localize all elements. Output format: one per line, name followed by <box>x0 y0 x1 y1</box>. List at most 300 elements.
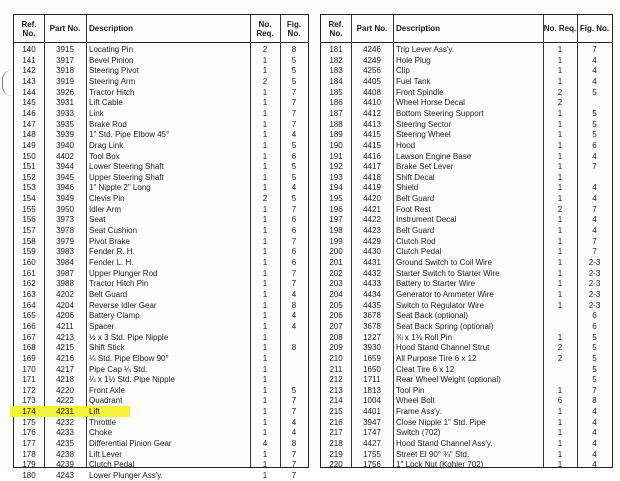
header-no-req-label: No. Req. <box>256 19 274 38</box>
part-no-cell: 4256 <box>363 66 381 76</box>
no-req-cell: 1 <box>262 98 268 108</box>
header-ref-no <box>14 15 44 42</box>
fig-no-cell <box>280 374 308 385</box>
no-req-cell: 1 <box>557 162 563 172</box>
no-req-cell: 1 <box>262 460 268 470</box>
no-req-cell: 1 <box>557 407 563 417</box>
ref-no-cell: 198 <box>329 226 343 236</box>
table-row <box>321 321 612 332</box>
ref-no-cell: 213 <box>329 385 343 395</box>
part-no-cell: 4238 <box>56 449 74 459</box>
header-part-no <box>44 15 86 42</box>
no-req-cell: 1 <box>262 140 268 150</box>
description-cell: Wheel Horse Decal <box>396 98 465 108</box>
ref-no-cell: 202 <box>329 268 343 278</box>
no-req-cell: 1 <box>262 417 268 427</box>
fig-no-cell: 4 <box>592 76 597 86</box>
description-cell: Link <box>89 108 104 118</box>
table-row <box>14 438 308 449</box>
part-no-cell: 3915 <box>56 45 74 54</box>
table-row <box>14 236 308 247</box>
ref-no-cell: 142 <box>22 66 36 76</box>
part-no-cell: 4213 <box>56 332 74 342</box>
ref-no-cell: 146 <box>22 108 36 118</box>
ref-no-cell: 187 <box>329 108 343 118</box>
description-cell: Belt Guard <box>396 226 435 236</box>
table-row <box>14 374 308 385</box>
no-req-cell: 1 <box>262 172 268 182</box>
part-no-cell: 3940 <box>56 140 74 150</box>
no-req-cell: 1 <box>262 343 268 353</box>
description-cell: Clip <box>396 66 410 76</box>
header-no-req <box>250 15 280 42</box>
description-cell: Foot Rest <box>396 204 431 214</box>
ref-no-cell: 200 <box>329 247 343 257</box>
part-no-cell: 1650 <box>363 364 381 374</box>
no-req-cell: 1 <box>557 449 563 459</box>
fig-no-cell: 2-3 <box>588 268 601 278</box>
description-cell: Throttle <box>89 417 117 427</box>
part-no-cell: 4217 <box>56 364 74 374</box>
part-no-cell: 4216 <box>56 353 74 363</box>
fig-no-cell: 5 <box>291 162 297 172</box>
no-req-cell: 1 <box>557 268 563 278</box>
description-cell: Quadrant <box>89 396 123 406</box>
part-no-cell: 4249 <box>363 55 381 65</box>
table-row <box>321 342 612 353</box>
fig-no-cell: 5 <box>291 194 297 204</box>
table-row <box>321 246 612 257</box>
ref-no-cell: 161 <box>22 268 36 278</box>
fig-no-cell: 6 <box>592 311 597 321</box>
fig-no-cell: 7 <box>291 108 297 118</box>
part-no-cell: 4415 <box>363 130 381 140</box>
ref-no-cell: 197 <box>329 215 343 225</box>
no-req-cell <box>543 374 577 385</box>
part-no-cell: 4422 <box>363 215 381 225</box>
no-req-cell: 1 <box>557 247 563 257</box>
table-row <box>14 406 308 417</box>
description-cell: Steering Arm <box>89 76 136 86</box>
part-no-cell: 1227 <box>363 332 381 342</box>
part-no-cell: 4416 <box>363 151 381 161</box>
header-description <box>86 15 250 42</box>
no-req-cell: 1 <box>262 108 268 118</box>
fig-no-cell: 5 <box>592 87 597 97</box>
description-cell: Street El 90° ¾" Std. <box>396 449 470 459</box>
table-row <box>14 55 308 66</box>
ref-no-cell: 171 <box>22 375 36 385</box>
no-req-cell: 1 <box>262 247 268 257</box>
header-ref-no-label: Ref. No. <box>328 19 344 38</box>
fig-no-cell: 2-3 <box>588 258 601 267</box>
header-ref-no <box>321 15 351 42</box>
table-row <box>321 236 612 247</box>
ref-no-cell: 175 <box>22 417 36 427</box>
no-req-cell: 1 <box>262 353 268 363</box>
table-row <box>321 332 612 343</box>
fig-no-cell: 5 <box>291 66 297 76</box>
part-no-cell: 3979 <box>56 236 74 246</box>
part-no-cell: 3983 <box>56 247 74 257</box>
table-row <box>321 364 612 375</box>
description-cell: Bottom Steering Support <box>396 108 484 118</box>
ref-no-cell: 179 <box>22 460 36 470</box>
table-row <box>14 289 308 300</box>
part-no-cell: 4420 <box>363 194 381 204</box>
description-cell: Choke <box>89 428 113 438</box>
description-cell: Lawson Engine Base <box>396 151 472 161</box>
part-no-cell: 3930 <box>363 343 381 353</box>
description-cell: ¼ x 1½ Std. Pipe Nipple <box>89 375 175 385</box>
table-row <box>321 161 612 172</box>
ref-no-cell: 216 <box>329 417 343 427</box>
fig-no-cell: 7 <box>291 449 297 459</box>
fig-no-cell: 2-3 <box>588 300 601 310</box>
ref-no-cell: 207 <box>329 321 343 331</box>
description-cell: Ground Switch to Coil Wire <box>396 258 493 267</box>
description-cell: Clutch Pedal <box>89 460 135 470</box>
description-cell: Tool Box <box>89 151 120 161</box>
part-no-cell: 4202 <box>56 289 74 299</box>
ref-no-cell: 199 <box>329 236 343 246</box>
table-row <box>14 459 308 470</box>
table-row <box>321 300 612 311</box>
part-no-cell: 3946 <box>56 183 74 193</box>
fig-no-cell <box>280 353 308 364</box>
description-cell: Tractor Hitch Pin <box>89 279 149 289</box>
table-row <box>14 108 308 119</box>
part-no-cell: 4243 <box>56 471 74 480</box>
part-no-cell: 4233 <box>56 428 74 438</box>
fig-no-cell: 5 <box>592 353 597 363</box>
fig-no-cell <box>280 332 308 343</box>
fig-no-cell: 7 <box>291 87 297 97</box>
ref-no-cell: 184 <box>329 76 343 86</box>
fig-no-cell: 7 <box>291 471 297 480</box>
part-no-cell: 3973 <box>56 215 74 225</box>
table-row <box>14 214 308 225</box>
part-no-cell: 4401 <box>363 407 381 417</box>
fig-no-cell: 4 <box>291 289 297 299</box>
table-row <box>321 225 612 236</box>
no-req-cell: 1 <box>557 236 563 246</box>
ref-no-cell: 165 <box>22 311 36 321</box>
ref-no-cell: 155 <box>22 204 36 214</box>
description-cell: Steering Wheel <box>396 130 451 140</box>
description-cell: Idler Arm <box>89 204 122 214</box>
part-no-cell: 3984 <box>56 258 74 267</box>
description-cell: Steering Sector <box>396 119 452 129</box>
no-req-cell: 1 <box>557 119 563 129</box>
header-no-req <box>543 15 577 42</box>
table-row <box>321 289 612 300</box>
table-row <box>321 55 612 66</box>
fig-no-cell: 5 <box>291 140 297 150</box>
description-cell: Lift <box>89 407 100 417</box>
table-row <box>321 268 612 279</box>
ref-no-cell: 162 <box>22 279 36 289</box>
fig-no-cell: 7 <box>592 236 597 246</box>
description-cell: Front Spindle <box>396 87 444 97</box>
part-no-cell: 4434 <box>363 289 381 299</box>
ref-no-cell: 181 <box>329 45 343 54</box>
ref-no-cell: 154 <box>22 194 36 204</box>
table-row <box>14 193 308 204</box>
ref-no-cell: 177 <box>22 439 36 449</box>
ref-no-cell: 147 <box>22 119 36 129</box>
parts-table-right <box>320 14 613 468</box>
ref-no-cell: 174 <box>22 407 36 417</box>
description-cell: Switch (702) <box>396 428 441 438</box>
description-cell: 1" Lock Nut (Kohler 702) <box>396 460 484 470</box>
description-cell: 1" Std. Pipe Elbow 45° <box>89 130 170 140</box>
description-cell: Bevel Pinion <box>89 55 134 65</box>
table-row <box>321 193 612 204</box>
part-no-cell: 3931 <box>56 98 74 108</box>
ref-no-cell: 189 <box>329 130 343 140</box>
table-row <box>321 76 612 87</box>
description-cell: Close Nipple 1" Std. Pipe <box>396 417 486 427</box>
part-no-cell: 4410 <box>363 98 381 108</box>
part-no-cell: 3949 <box>56 194 74 204</box>
no-req-cell: 1 <box>262 236 268 246</box>
no-req-cell: 2 <box>557 343 563 353</box>
part-no-cell: 1747 <box>363 428 381 438</box>
no-req-cell: 1 <box>557 215 563 225</box>
part-no-cell: 4235 <box>56 439 74 449</box>
margin-pen-mark <box>2 70 13 96</box>
no-req-cell: 1 <box>262 385 268 395</box>
description-cell: Upper Plunger Rod <box>89 268 158 278</box>
table-row <box>14 246 308 257</box>
no-req-cell: 1 <box>262 449 268 459</box>
table-row <box>321 449 612 460</box>
no-req-cell: 1 <box>262 279 268 289</box>
part-no-cell: 4435 <box>363 300 381 310</box>
no-req-cell: 1 <box>262 300 268 310</box>
ref-no-cell: 164 <box>22 300 36 310</box>
no-req-cell: 1 <box>557 76 563 86</box>
table-row <box>14 76 308 87</box>
fig-no-cell: 6 <box>291 226 297 236</box>
no-req-cell: 1 <box>262 183 268 193</box>
description-cell: Hood Stand Channel Ass'y. <box>396 439 493 449</box>
description-cell: Seat <box>89 215 106 225</box>
description-cell: Reverse Idler Gear <box>89 300 157 310</box>
no-req-cell: 1 <box>557 66 563 76</box>
ref-no-cell: 203 <box>329 279 343 289</box>
fig-no-cell: 7 <box>291 396 297 406</box>
no-req-cell: 1 <box>262 396 268 406</box>
part-no-cell: 1755 <box>363 449 381 459</box>
description-cell: Lift Cable <box>89 98 123 108</box>
header-part-no <box>351 15 393 42</box>
part-no-cell: 3926 <box>56 87 74 97</box>
fig-no-cell: 4 <box>592 417 597 427</box>
header-no-req-label: No. Req. <box>543 24 577 33</box>
no-req-cell: 1 <box>262 151 268 161</box>
fig-no-cell: 7 <box>592 247 597 257</box>
no-req-cell <box>543 310 577 321</box>
ref-no-cell: 191 <box>329 151 343 161</box>
part-no-cell: 4413 <box>363 119 381 129</box>
no-req-cell: 2 <box>557 87 563 97</box>
fig-no-cell: 5 <box>291 76 297 86</box>
description-cell: Hood Stand Channel Strut <box>396 343 490 353</box>
table-header <box>321 15 612 43</box>
table-row <box>14 151 308 162</box>
no-req-cell: 1 <box>557 417 563 427</box>
description-cell: Pipe Cap ¼ Std. <box>89 364 148 374</box>
no-req-cell: 1 <box>262 289 268 299</box>
table-row <box>14 87 308 98</box>
description-cell: 1" Nipple 2" Long <box>89 183 151 193</box>
no-req-cell: 1 <box>557 183 563 193</box>
table-row <box>321 65 612 76</box>
no-req-cell: 1 <box>262 321 268 331</box>
ref-no-cell: 218 <box>329 439 343 449</box>
ref-no-cell: 148 <box>22 130 36 140</box>
description-cell: Spacer <box>89 321 115 331</box>
no-req-cell: 1 <box>557 439 563 449</box>
part-no-cell: 4232 <box>56 417 74 427</box>
no-req-cell: 1 <box>262 268 268 278</box>
part-no-cell: 4402 <box>56 151 74 161</box>
no-req-cell: 1 <box>262 87 268 97</box>
no-req-cell: 1 <box>262 162 268 172</box>
fig-no-cell: 4 <box>592 226 597 236</box>
no-req-cell: 1 <box>557 55 563 65</box>
no-req-cell: 2 <box>557 353 563 363</box>
ref-no-cell: 185 <box>329 87 343 97</box>
part-no-cell: 4215 <box>56 343 74 353</box>
part-no-cell: 4239 <box>56 460 74 470</box>
header-description <box>393 15 543 42</box>
part-no-cell: 1659 <box>363 353 381 363</box>
description-cell: Instrument Decal <box>396 215 457 225</box>
fig-no-cell: 4 <box>291 417 297 427</box>
table-row <box>14 129 308 140</box>
table-row <box>321 172 612 183</box>
no-req-cell: 1 <box>557 289 563 299</box>
no-req-cell: 6 <box>557 396 563 406</box>
fig-no-cell: 4 <box>592 439 597 449</box>
table-row <box>321 129 612 140</box>
description-cell: Starter Switch to Starter Wire <box>396 268 500 278</box>
ref-no-cell: 204 <box>329 289 343 299</box>
description-cell: Fender R. H. <box>89 247 135 257</box>
fig-no-cell: 4 <box>592 55 597 65</box>
description-cell: Front Axle <box>89 385 126 395</box>
table-row <box>14 385 308 396</box>
fig-no-cell: 5 <box>592 108 597 118</box>
header-fig-no-label: Fig. No. <box>286 19 302 38</box>
fig-no-cell: 6 <box>291 247 297 257</box>
fig-no-cell: 6 <box>592 321 597 331</box>
table-row <box>321 214 612 225</box>
fig-no-cell: 4 <box>592 151 597 161</box>
ref-no-cell: 220 <box>329 460 343 470</box>
fig-no-cell <box>577 97 612 108</box>
no-req-cell: 1 <box>557 332 563 342</box>
description-cell: Shift Decal <box>396 172 435 182</box>
part-no-cell: 4419 <box>363 183 381 193</box>
fig-no-cell: 5 <box>592 119 597 129</box>
fig-no-cell: 4 <box>592 183 597 193</box>
part-no-cell: 4220 <box>56 385 74 395</box>
ref-no-cell: 173 <box>22 396 36 406</box>
table-row <box>14 257 308 268</box>
fig-no-cell: 4 <box>592 66 597 76</box>
part-no-cell: 4412 <box>363 108 381 118</box>
no-req-cell: 1 <box>262 258 268 267</box>
fig-no-cell: 6 <box>291 215 297 225</box>
description-cell: Fuel Tank <box>396 76 431 86</box>
table-row <box>14 172 308 183</box>
fig-no-cell: 7 <box>291 98 297 108</box>
fig-no-cell: 5 <box>592 332 597 342</box>
table-row <box>321 204 612 215</box>
ref-no-cell: 144 <box>22 87 36 97</box>
part-no-cell: 1813 <box>363 385 381 395</box>
table-row <box>14 332 308 343</box>
part-no-cell: 4246 <box>363 45 381 54</box>
part-no-cell: 4206 <box>56 311 74 321</box>
table-row <box>321 427 612 438</box>
description-cell: ½ x 3 Std. Pipe Nipple <box>89 332 169 342</box>
header-fig-no <box>280 15 308 42</box>
ref-no-cell: 150 <box>22 151 36 161</box>
ref-no-cell: 192 <box>329 162 343 172</box>
no-req-cell: 1 <box>262 364 268 374</box>
no-req-cell: 1 <box>557 300 563 310</box>
description-cell: Pivot Brake <box>89 236 130 246</box>
ref-no-cell: 143 <box>22 76 36 86</box>
header-part-no-label: Part No. <box>49 24 81 33</box>
description-cell: Clutch Pedal <box>396 247 442 257</box>
no-req-cell: 1 <box>262 226 268 236</box>
ref-no-cell: 210 <box>329 353 343 363</box>
no-req-cell: 2 <box>262 194 268 204</box>
part-no-cell: 3919 <box>56 76 74 86</box>
fig-no-cell: 5 <box>291 55 297 65</box>
table-row <box>321 385 612 396</box>
table-row <box>321 44 612 55</box>
table-row <box>321 395 612 406</box>
ref-no-cell: 141 <box>22 55 36 65</box>
fig-no-cell: 4 <box>291 183 297 193</box>
part-no-cell: 4418 <box>363 172 381 182</box>
part-no-cell: 1004 <box>363 396 381 406</box>
part-no-cell: 3933 <box>56 108 74 118</box>
no-req-cell: 1 <box>557 428 563 438</box>
ref-no-cell: 170 <box>22 364 36 374</box>
ref-no-cell: 194 <box>329 183 343 193</box>
table-row <box>14 300 308 311</box>
part-no-cell: 3935 <box>56 119 74 129</box>
no-req-cell: 1 <box>557 385 563 395</box>
fig-no-cell: 7 <box>592 45 597 54</box>
part-no-cell: 3944 <box>56 162 74 172</box>
ref-no-cell: 206 <box>329 311 343 321</box>
no-req-cell: 2 <box>262 76 268 86</box>
table-row <box>321 406 612 417</box>
description-cell: Trip Lever Ass'y. <box>396 45 454 54</box>
ref-no-cell: 166 <box>22 321 36 331</box>
table-row <box>14 268 308 279</box>
no-req-cell: 1 <box>557 194 563 204</box>
